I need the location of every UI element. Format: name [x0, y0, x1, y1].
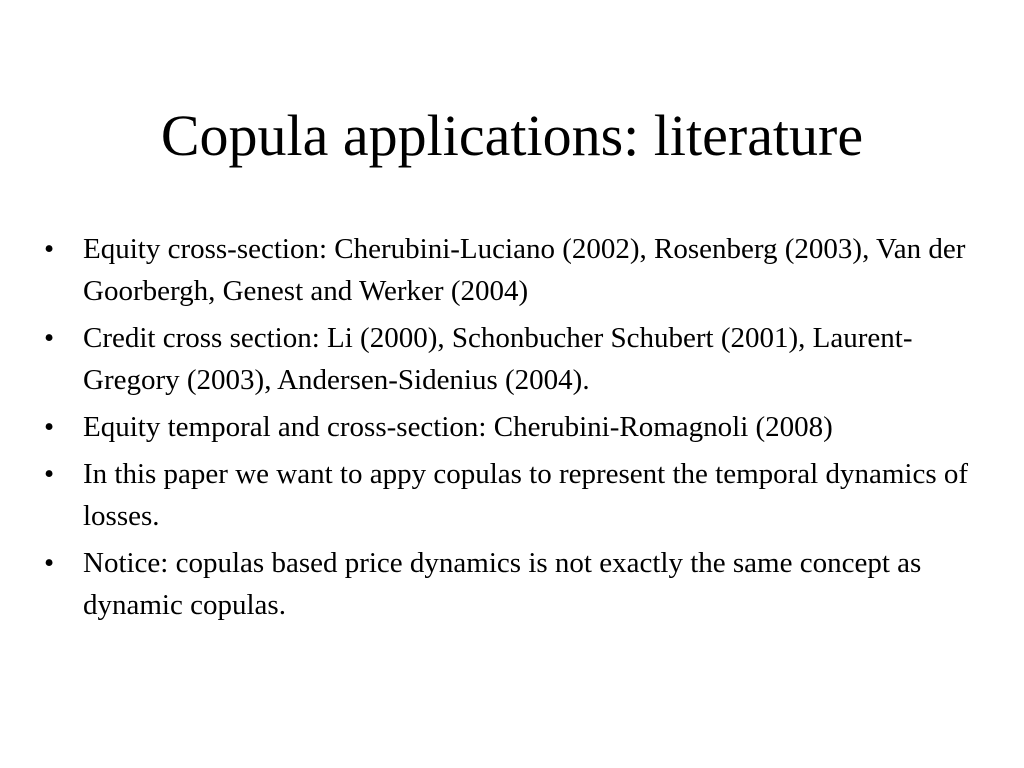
bullet-text: Credit cross section: Li (2000), Schonbucher Schubert (2001), Laurent-Gregory (2003), Andersen-Sidenius (2004). — [83, 322, 913, 396]
bullet-text: Notice: copulas based price dynamics is not exactly the same concept as dynamic copulas. — [83, 547, 922, 621]
bullet-list — [44, 228, 994, 631]
bullet-marker: • — [44, 458, 55, 490]
bullet-item — [44, 453, 994, 537]
bullet-text: Equity temporal and cross-section: Cherubini-Romagnoli (2008) — [83, 411, 833, 443]
bullet-item — [44, 317, 994, 401]
bullet-item — [44, 228, 994, 312]
bullet-item — [44, 406, 994, 448]
bullet-marker: • — [44, 411, 55, 443]
bullet-marker: • — [44, 547, 55, 579]
bullet-item — [44, 542, 994, 626]
slide-title: Copula applications: literature — [160, 103, 864, 168]
bullet-marker: • — [44, 322, 55, 354]
bullet-text: Equity cross-section: Cherubini-Luciano (2002), Rosenberg (2003), Van der Goorbergh, Genest and Werker (2004) — [83, 233, 966, 307]
bullet-marker: • — [44, 233, 55, 265]
bullet-text: In this paper we want to appy copulas to represent the temporal dynamics of losses. — [83, 458, 969, 532]
